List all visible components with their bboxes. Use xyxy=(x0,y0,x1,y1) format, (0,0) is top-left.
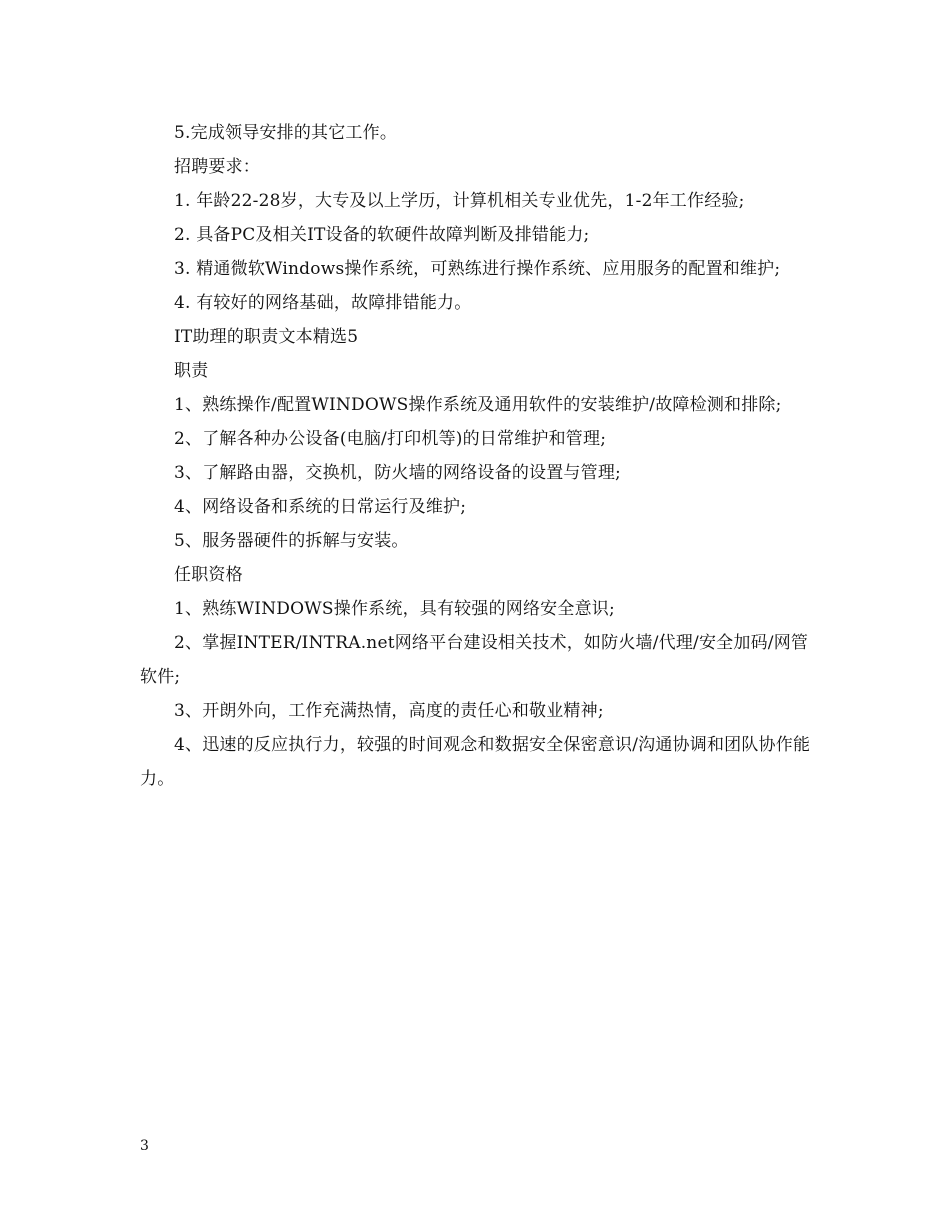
paragraph-duty-3: 3、了解路由器，交换机，防火墙的网络设备的设置与管理; xyxy=(174,463,621,483)
paragraph-qualification-4: 4、迅速的反应执行力，较强的时间观念和数据安全保密意识/沟通协调和团队协作能力。 xyxy=(140,735,811,789)
heading-qualifications: 任职资格 xyxy=(174,565,243,585)
paragraph-task-5: 5.完成领导安排的其它工作。 xyxy=(174,123,398,143)
paragraph-requirement-2: 2. 具备PC及相关IT设备的软硬件故障判断及排错能力; xyxy=(174,225,590,245)
heading-recruitment-requirements: 招聘要求： xyxy=(174,157,260,177)
document-body xyxy=(140,116,812,796)
paragraph-requirement-1: 1. 年龄22-28岁，大专及以上学历，计算机相关专业优先，1-2年工作经验; xyxy=(174,191,745,211)
page-number: 3 xyxy=(140,1138,149,1154)
paragraph-duty-2: 2、了解各种办公设备(电脑/打印机等)的日常维护和管理; xyxy=(174,429,607,449)
section-title: IT助理的职责文本精选5 xyxy=(174,327,359,347)
paragraph-qualification-1: 1、熟练WINDOWS操作系统，具有较强的网络安全意识; xyxy=(174,599,615,619)
paragraph-duty-4: 4、网络设备和系统的日常运行及维护; xyxy=(174,497,467,517)
heading-duties: 职责 xyxy=(174,361,209,381)
paragraph-duty-5: 5、服务器硬件的拆解与安装。 xyxy=(174,531,409,551)
paragraph-qualification-2: 2、掌握INTER/INTRA.net网络平台建设相关技术，如防火墙/代理/安全加码/网管软件; xyxy=(140,633,809,687)
paragraph-duty-1: 1、熟练操作/配置WINDOWS操作系统及通用软件的安装维护/故障检测和排除; xyxy=(174,395,782,415)
paragraph-qualification-3: 3、开朗外向，工作充满热情，高度的责任心和敬业精神; xyxy=(174,701,604,721)
paragraph-requirement-3: 3. 精通微软Windows操作系统，可熟练进行操作系统、应用服务的配置和维护; xyxy=(174,259,781,279)
paragraph-requirement-4: 4. 有较好的网络基础，故障排错能力。 xyxy=(174,293,472,313)
